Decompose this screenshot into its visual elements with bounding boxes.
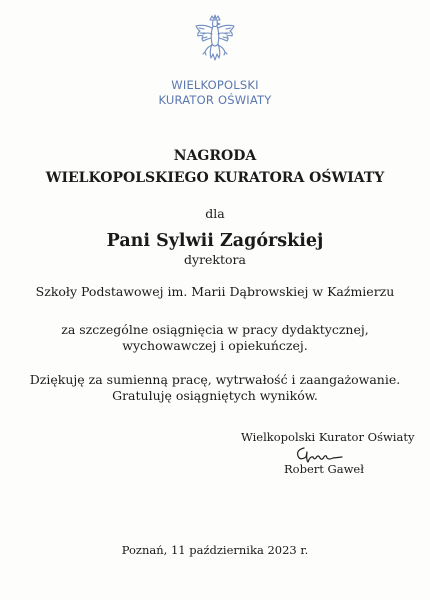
- award-subtitle: WIELKOPOLSKIEGO KURATORA OŚWIATY: [45, 170, 385, 186]
- issuer-name-line1: WIELKOPOLSKI: [171, 78, 259, 92]
- issuer-header: [0, 14, 430, 108]
- school-name: Szkoły Podstawowej im. Marii Dąbrowskiej w Kaźmierzu: [35, 284, 395, 299]
- signer-name: Robert Gaweł: [284, 462, 364, 476]
- place-and-date: Poznań, 11 października 2023 r.: [121, 543, 309, 557]
- achievement-text-line1: za szczególne osiągnięcia w pracy dydaktycznej,: [61, 322, 369, 337]
- signer-title: Wielkopolski Kurator Oświaty: [241, 430, 415, 444]
- issuer-name-line2: KURATOR OŚWIATY: [158, 93, 272, 107]
- polish-eagle-icon: [192, 14, 238, 68]
- preposition-text: dla: [205, 206, 225, 221]
- recipient-role: dyrektora: [184, 252, 246, 267]
- achievement-text-line2: wychowawczej i opiekuńczej.: [122, 338, 308, 353]
- recipient-name: Pani Sylwii Zagórskiej: [106, 231, 324, 251]
- award-title: NAGRODA: [173, 148, 257, 164]
- thanks-text-line1: Dziękuję za sumienną pracę, wytrwałość i zaangażowanie.: [29, 372, 401, 387]
- thanks-text-line2: Gratuluję osiągniętych wyników.: [112, 388, 318, 403]
